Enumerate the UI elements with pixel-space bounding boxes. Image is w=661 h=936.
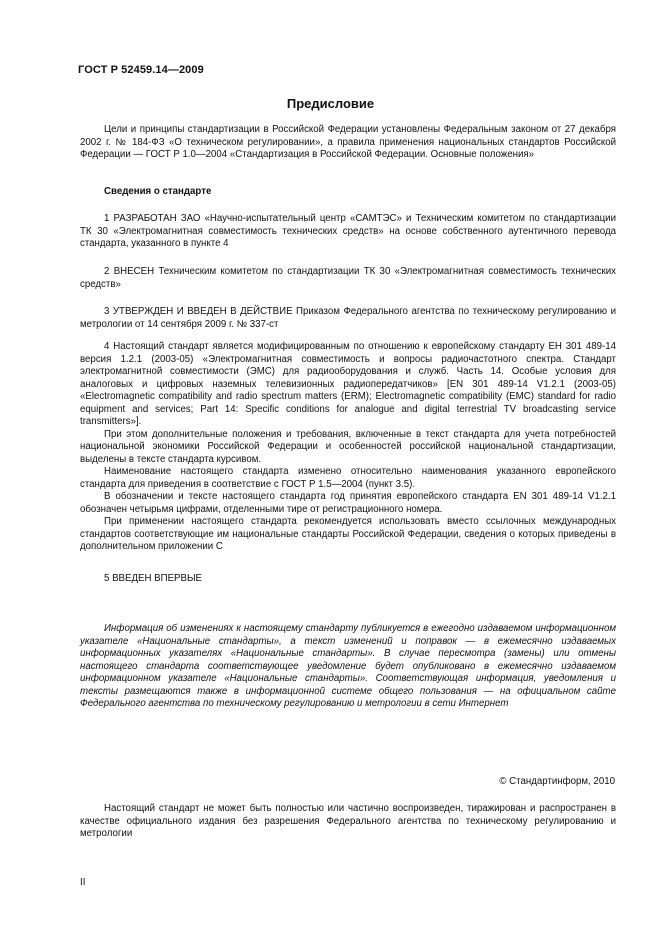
item-1-block <box>80 213 616 251</box>
intro-block <box>80 124 616 162</box>
reproduction-block <box>80 803 616 841</box>
section-heading: Сведения о стандарте <box>104 186 212 197</box>
standard-header: ГОСТ Р 52459.14—2009 <box>78 64 204 76</box>
item-2-block <box>80 266 616 291</box>
item-4: 4 Настоящий стандарт является модифицированным по отношению к европейскому стандарту ЕН 301 489-14 версия 1.2.1 (2003-05) «Электромагнитная совместимость и вопросы радиочастотного спектра. Стандарт электромагнитной совместимости (ЭМС) для радиооборудования и служб. Часть 14. Особые условия для аналоговых и цифровых наземных телевизионных радиопередатчиков» [EN 301 489-14 V1.2.1 (2003-05) «Electromagnetic compatibility and radio spectrum matters (ERM); Electromagnetic compatibility (EMC) standard for radio equipment and services; Part 14: Specific conditions for analogue and digital terrestrial TV broadcasting service transmitters»]. <box>80 341 616 427</box>
item-3: 3 УТВЕРЖДЕН И ВВЕДЕН В ДЕЙСТВИЕ Приказом Федерального агентства по техническому регулированию и метрологии от 14 сентября 2009 г. № 337-ст <box>80 306 616 330</box>
info-notice: Информация об изменениях к настоящему стандарту публикуется в ежегодно издаваемом информационном указателе «Национальные стандарты», а текст изменений и поправок — в ежемесячно издаваемых информационных указателях «Национальные стандарты». В случае пересмотра (замены) или отмены настоящего стандарта соответствующее уведомление будет опубликовано в ежемесячно издаваемом информационном указателе «Национальные стандарты». Соответствующая информация, уведомления и тексты размещаются также в информационной системе общего пользования — на официальном сайте Федерального агентства по техническому регулированию и метрологии в сети Интернет <box>80 623 616 709</box>
item-1: 1 РАЗРАБОТАН ЗАО «Научно-испытательный центр «САМТЭС» и Техническим комитетом по стандартизации ТК 30 «Электромагнитная совместимость технических средств» на основе собственного аутентичного перевода стандарта, указанного в пункте 4 <box>80 213 616 249</box>
copyright: © Стандартинформ, 2010 <box>499 776 615 787</box>
item-5: 5 ВВЕДЕН ВПЕРВЫЕ <box>104 573 203 584</box>
section-heading-block <box>80 186 616 199</box>
item-4-references: При применении настоящего стандарта рекомендуется использовать вместо ссылочных международных стандартов соответствующие им национальные стандарты Российской Федерации, сведения о которых приведены в дополнительном приложении С <box>80 516 616 552</box>
reproduction-notice: Настоящий стандарт не может быть полностью или частично воспроизведен, тиражирован и распространен в качестве официального издания без разрешения Федерального агентства по техническому регулированию и метрологии <box>80 803 616 839</box>
item-4-block <box>80 341 616 554</box>
intro-paragraph: Цели и принципы стандартизации в Российской Федерации установлены Федеральным законом от 27 декабря 2002 г. № 184-ФЗ «О техническом регулировании», а правила применения национальных стандартов Российской Федерации — ГОСТ Р 1.0—2004 «Стандартизация в Российской Федерации. Основные положения» <box>80 124 616 160</box>
item-4-additions: При этом дополнительные положения и требования, включенные в текст стандарта для учета потребностей национальной экономики Российской Федерации и особенностей российской национальной стандартизации, выделены в тексте стандарта курсивом. <box>80 428 616 465</box>
item-2: 2 ВНЕСЕН Техническим комитетом по стандартизации ТК 30 «Электромагнитная совместимость технических средств» <box>80 266 616 290</box>
item-3-block <box>80 306 616 331</box>
item-4-designation: В обозначении и тексте настоящего стандарта год принятия европейского стандарта EN 301 489-14 V1.2.1 обозначен четырьмя цифрами, отделенными тире от регистрационного номера. <box>80 491 616 515</box>
page-number: II <box>80 877 86 888</box>
item-4-name-change: Наименование настоящего стандарта изменено относительно наименования указанного европейского стандарта для приведения в соответствие с ГОСТ Р 1.5—2004 (пункт 3.5). <box>80 466 616 490</box>
info-notice-block <box>80 623 616 711</box>
page-title: Предисловие <box>286 96 375 111</box>
item-5-block <box>80 573 616 586</box>
